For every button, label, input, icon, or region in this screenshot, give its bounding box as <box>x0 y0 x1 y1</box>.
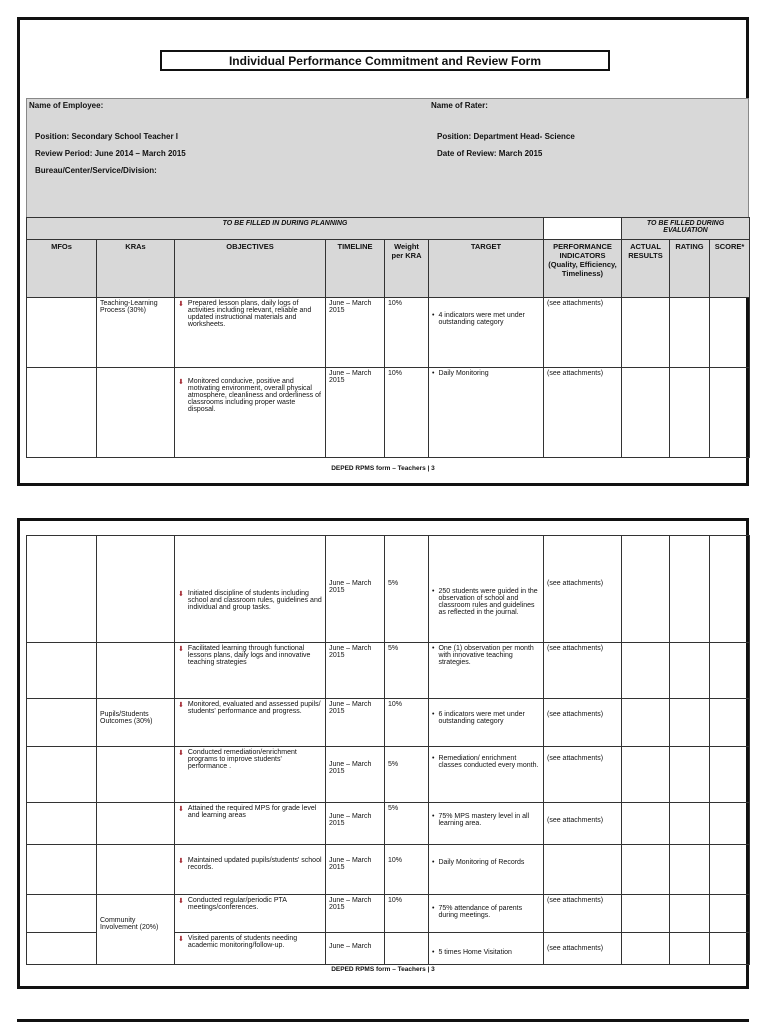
weight-cell: 10% <box>385 895 429 933</box>
table-row <box>27 747 750 803</box>
kra-cell: Community Involvement (20%) <box>97 895 175 965</box>
weight-cell <box>385 933 429 965</box>
bullet-dot-icon: • <box>432 859 435 866</box>
target-text: 75% attendance of parents during meetings. <box>438 905 523 919</box>
weight-cell: 10% <box>385 845 429 895</box>
weight-cell: 5% <box>385 536 429 643</box>
arrow-bullet-icon: ⬇ <box>178 806 184 813</box>
arrow-bullet-icon: ⬇ <box>178 646 184 653</box>
weight-cell: 10% <box>385 298 429 368</box>
objective-text: Conducted remediation/enrichment programs to improve students' performance . <box>187 749 297 770</box>
table-row <box>27 368 750 458</box>
objective-text: Conducted regular/periodic PTA meetings/conferences. <box>187 897 287 911</box>
header-objectives: OBJECTIVES <box>175 240 326 298</box>
kra-cell: Teaching-Learning Process (30%) <box>97 298 175 368</box>
indicator-cell: (see attachments) <box>544 803 622 845</box>
timeline-cell: June – March 2015 <box>326 536 385 643</box>
arrow-bullet-icon: ⬇ <box>178 379 184 386</box>
form-page-3-edge <box>17 1019 749 1024</box>
objective-text: Attained the required MPS for grade level and learning areas <box>187 805 317 819</box>
target-text: Daily Monitoring <box>438 370 489 377</box>
indicator-cell: (see attachments) <box>544 699 622 747</box>
indicator-cell: (see attachments) <box>544 536 622 643</box>
header-kras: KRAs <box>97 240 175 298</box>
table-row <box>27 845 750 895</box>
bullet-dot-icon: • <box>432 588 435 595</box>
objective-text: Monitored conducive, positive and motivating environment, overall physical atmosphere, cleanliness and orderliness of classrooms including proper waste disposal. <box>187 378 321 413</box>
bullet-dot-icon: • <box>432 711 435 718</box>
kra-cell <box>97 845 175 895</box>
timeline-cell: June – March 2015 <box>326 643 385 699</box>
bullet-dot-icon: • <box>432 645 435 652</box>
rater-position: Position: Department Head- Science <box>437 132 575 141</box>
table-row <box>27 298 750 368</box>
arrow-bullet-icon: ⬇ <box>178 858 184 865</box>
weight-cell: 10% <box>385 368 429 458</box>
timeline-cell: June – March 2015 <box>326 747 385 803</box>
kra-cell <box>97 536 175 643</box>
objective-text: Prepared lesson plans, daily logs of activities including relevant, reliable and updated instructional materials and worksheets. <box>187 300 312 328</box>
evaluation-section-label: TO BE FILLED DURING EVALUATION <box>622 218 750 240</box>
header-weight: Weight per KRA <box>385 240 429 298</box>
performance-table-page-2 <box>26 535 750 965</box>
timeline-cell: June – March 2015 <box>326 699 385 747</box>
header-rating: RATING <box>670 240 710 298</box>
arrow-bullet-icon: ⬇ <box>178 750 184 757</box>
date-of-review: Date of Review: March 2015 <box>437 149 543 158</box>
rater-name-label: Name of Rater: <box>431 101 488 110</box>
employee-name-label: Name of Employee: <box>29 101 104 110</box>
header-indicators: PERFORMANCE INDICATORS (Quality, Efficiency, Timeliness) <box>544 240 622 298</box>
bureau-label: Bureau/Center/Service/Division: <box>35 166 157 175</box>
employee-position: Position: Secondary School Teacher I <box>35 132 178 141</box>
indicator-cell <box>544 845 622 895</box>
indicator-cell: (see attachments) <box>544 933 622 965</box>
timeline-cell: June – March 2015 <box>326 368 385 458</box>
bullet-dot-icon: • <box>432 905 435 912</box>
target-text: One (1) observation per month with innovative teaching strategies. <box>438 645 534 666</box>
bullet-dot-icon: • <box>432 312 435 319</box>
kra-cell <box>97 803 175 845</box>
bullet-dot-icon: • <box>432 370 435 377</box>
kra-cell <box>97 747 175 803</box>
target-text: 6 indicators were met under outstanding category <box>438 711 525 725</box>
header-score: SCORE* <box>710 240 750 298</box>
form-title: Individual Performance Commitment and Review Form <box>160 50 610 71</box>
weight-cell: 5% <box>385 747 429 803</box>
target-text: 75% MPS mastery level in all learning area. <box>438 813 530 827</box>
target-text: 250 students were guided in the observation of school and classroom rules and guidelines as reflected in the journal. <box>438 588 538 616</box>
performance-table-page-1 <box>26 217 750 458</box>
kra-cell: Pupils/Students Outcomes (30%) <box>97 699 175 747</box>
weight-cell: 5% <box>385 803 429 845</box>
target-text: Remediation/ enrichment classes conducted every month. <box>438 755 539 769</box>
table-row <box>27 895 750 933</box>
header-actual-results: ACTUAL RESULTS <box>622 240 670 298</box>
arrow-bullet-icon: ⬇ <box>178 301 184 308</box>
kra-cell <box>97 368 175 458</box>
arrow-bullet-icon: ⬇ <box>178 591 184 598</box>
objective-text: Monitored, evaluated and assessed pupils/ students' performance and progress. <box>187 701 321 715</box>
form-page-1 <box>17 17 749 486</box>
arrow-bullet-icon: ⬇ <box>178 936 184 943</box>
target-text: 5 times Home Visitation <box>438 949 512 956</box>
indicator-cell: (see attachments) <box>544 368 622 458</box>
arrow-bullet-icon: ⬇ <box>178 702 184 709</box>
indicator-cell: (see attachments) <box>544 298 622 368</box>
bullet-dot-icon: • <box>432 813 435 820</box>
table-row <box>27 643 750 699</box>
page-footer: DEPED RPMS form – Teachers | 3 <box>331 966 435 973</box>
review-period: Review Period: June 2014 – March 2015 <box>35 149 186 158</box>
header-timeline: TIMELINE <box>326 240 385 298</box>
employee-info-box <box>26 98 749 218</box>
timeline-cell: June – March 2015 <box>326 803 385 845</box>
objective-text: Facilitated learning through functional lessons plans, daily logs and innovative teaching strategies <box>187 645 311 666</box>
objective-text: Maintained updated pupils/students' school records. <box>187 857 322 871</box>
indicator-cell: (see attachments) <box>544 747 622 803</box>
table-row <box>27 699 750 747</box>
bullet-dot-icon: • <box>432 755 435 762</box>
objective-text: Visited parents of students needing academic monitoring/follow-up. <box>187 935 298 949</box>
indicator-cell: (see attachments) <box>544 895 622 933</box>
arrow-bullet-icon: ⬇ <box>178 898 184 905</box>
form-page-2 <box>17 518 749 989</box>
target-text: 4 indicators were met under outstanding category <box>438 312 525 326</box>
target-text: Daily Monitoring of Records <box>438 859 525 866</box>
timeline-cell: June – March 2015 <box>326 895 385 933</box>
header-target: TARGET <box>429 240 544 298</box>
weight-cell: 10% <box>385 699 429 747</box>
bullet-dot-icon: • <box>432 949 435 956</box>
indicator-cell: (see attachments) <box>544 643 622 699</box>
table-row <box>27 803 750 845</box>
kra-cell <box>97 643 175 699</box>
page-footer: DEPED RPMS form – Teachers | 3 <box>331 465 435 472</box>
planning-section-label: TO BE FILLED IN DURING PLANNING <box>27 218 544 240</box>
weight-cell: 5% <box>385 643 429 699</box>
header-mfos: MFOs <box>27 240 97 298</box>
timeline-cell: June – March 2015 <box>326 298 385 368</box>
objective-text: Initiated discipline of students including school and classroom rules, guidelines and individual and group tasks. <box>187 590 322 611</box>
timeline-cell: June – March 2015 <box>326 845 385 895</box>
timeline-cell: June – March <box>326 933 385 965</box>
table-row <box>27 536 750 643</box>
